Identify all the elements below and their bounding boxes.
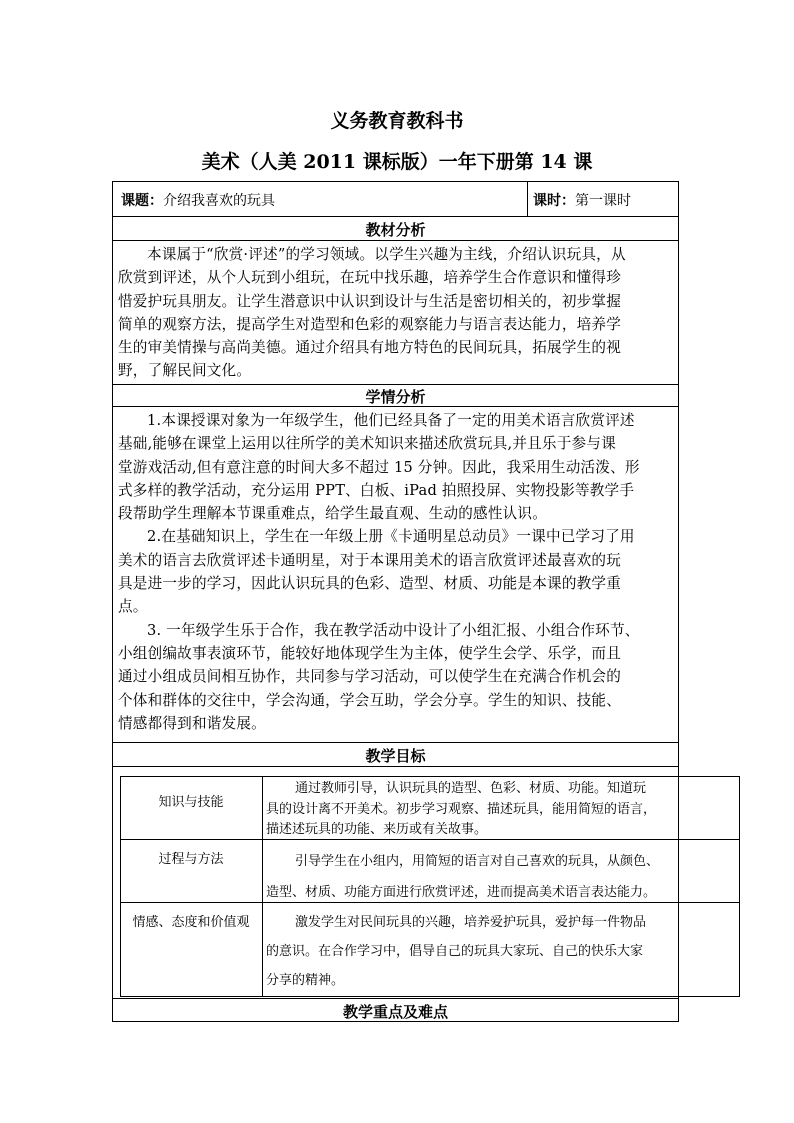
students-paragraph (118, 409, 674, 735)
text-line: 的意识。在合作学习中，倡导自己的玩具大家玩、自己的快乐大家 (266, 944, 644, 959)
topic-value: 介绍我喜欢的玩具 (163, 193, 275, 209)
text-line: 3. 一年级学生乐于合作，我在教学活动中设计了小组汇报、小组合作环节、 (147, 621, 640, 639)
table-rule (112, 240, 679, 241)
text-line: 野，了解民间文化。 (118, 362, 252, 380)
section-heading-difficulty: 教学重点及难点 (342, 1003, 448, 1021)
goal-text-knowledge (266, 779, 738, 841)
table-rule (112, 216, 679, 217)
text-line: 点。 (118, 598, 148, 616)
period-value: 第一课时 (575, 193, 631, 209)
table-rule (112, 384, 679, 385)
table-rule (112, 766, 679, 767)
text-line: 引导学生在小组内，用简短的语言对自己喜欢的玩具，从颜色、 (295, 854, 660, 869)
text-line: 段帮助学生理解本节课重难点，给学生最直观、生动的感性认识。 (118, 505, 548, 523)
text-line: 简单的观察方法，提高学生对造型和色彩的观察能力与语言表达能力，培养学 (118, 315, 621, 333)
section-heading-analysis: 教材分析 (365, 221, 426, 239)
text-line: 堂游戏活动,但有意注意的时间大多不超过 15 分钟。因此，我采用生动活泼、形 (118, 458, 640, 476)
text-line: 惜爱护玩具朋友。让学生潜意识中认识到设计与生活是密切相关的，初步掌握 (118, 292, 621, 310)
text-line: 小组创编故事表演环节，能较好地体现学生为主体，使学生会学、乐学，而且 (118, 644, 621, 662)
lesson-period (533, 190, 631, 210)
section-heading-students: 学情分析 (365, 388, 426, 406)
goals-table-divider (262, 776, 263, 997)
analysis-paragraph (118, 243, 674, 383)
goal-label-emotion: 情感、态度和价值观 (132, 915, 250, 930)
document-subtitle: 美术（人美 2011 课标版）一年下册第 14 课 (201, 151, 593, 173)
text-line: 具的设计离不开美术。初步学习观察、描述玩具，能用简短的语言， (266, 801, 657, 817)
text-line: 基础,能够在课堂上运用以往所学的美术知识来描述欣赏玩具,并且乐于参与课 (118, 435, 616, 453)
section-heading-goals: 教学目标 (365, 747, 426, 765)
lesson-topic (121, 190, 275, 210)
text-line: 美术的语言去欣赏评述卡通明星，对于本课用美术的语言欣赏评述最喜欢的玩 (118, 551, 621, 569)
text-line: 欣赏到评述，从个人玩到小组玩，在玩中找乐趣，培养学生合作意识和懂得珍 (118, 269, 621, 287)
text-line: 本课属于“欣赏·评述”的学习领域。以学生兴趣为主线，介绍认识玩具，从 (147, 246, 626, 263)
text-line: 通过教师引导，认识玩具的造型、色彩、材质、功能。知道玩 (295, 781, 647, 796)
period-label: 课时： (533, 193, 575, 209)
text-line: 1.本课授课对象为一年级学生，他们已经具备了一定的用美术语言欣赏评述 (147, 412, 635, 429)
table-rule (112, 181, 679, 182)
text-line: 具是进一步的学习，因此认识玩具的色彩、造型、材质、功能是本课的教学重 (118, 575, 621, 593)
text-line: 造型、材质、功能方面进行欣赏评述，进而提高美术语言表达能力。 (266, 885, 657, 900)
text-line: 情感都得到和谐发展。 (118, 714, 266, 732)
document-title: 义务教育教科书 (330, 110, 464, 132)
goal-text-process (266, 846, 738, 908)
text-line: 描述述玩具的功能、来历或有关故事。 (266, 822, 488, 837)
goal-text-emotion (266, 908, 738, 995)
text-line: 分享的精神。 (266, 973, 345, 988)
text-line: 个体和群体的交往中，学会沟通，学会互助，学会分享。学生的知识、技能、 (118, 691, 621, 709)
text-line: 式多样的教学活动，充分运用 PPT、白板、iPad 拍照投屏、实物投影等教学手 (118, 481, 635, 499)
text-line: 通过小组成员间相互协作，共同参与学习活动，可以使学生在充满合作机会的 (118, 668, 621, 686)
text-line: 激发学生对民间玩具的兴趣，培养爱护玩具，爱护每一件物品 (295, 915, 647, 930)
table-rule (112, 742, 679, 743)
topic-label: 课题： (121, 193, 163, 209)
table-rule (112, 998, 679, 999)
goal-label-process: 过程与方法 (158, 852, 224, 867)
text-line: 2.在基础知识上，学生在一年级上册《卡通明星总动员》一课中已学习了用 (147, 528, 635, 546)
text-line: 生的审美情操与高尚美德。通过介绍具有地方特色的民间玩具，拓展学生的视 (118, 339, 621, 357)
goal-label-knowledge: 知识与技能 (158, 795, 224, 810)
table-divider (527, 181, 528, 216)
